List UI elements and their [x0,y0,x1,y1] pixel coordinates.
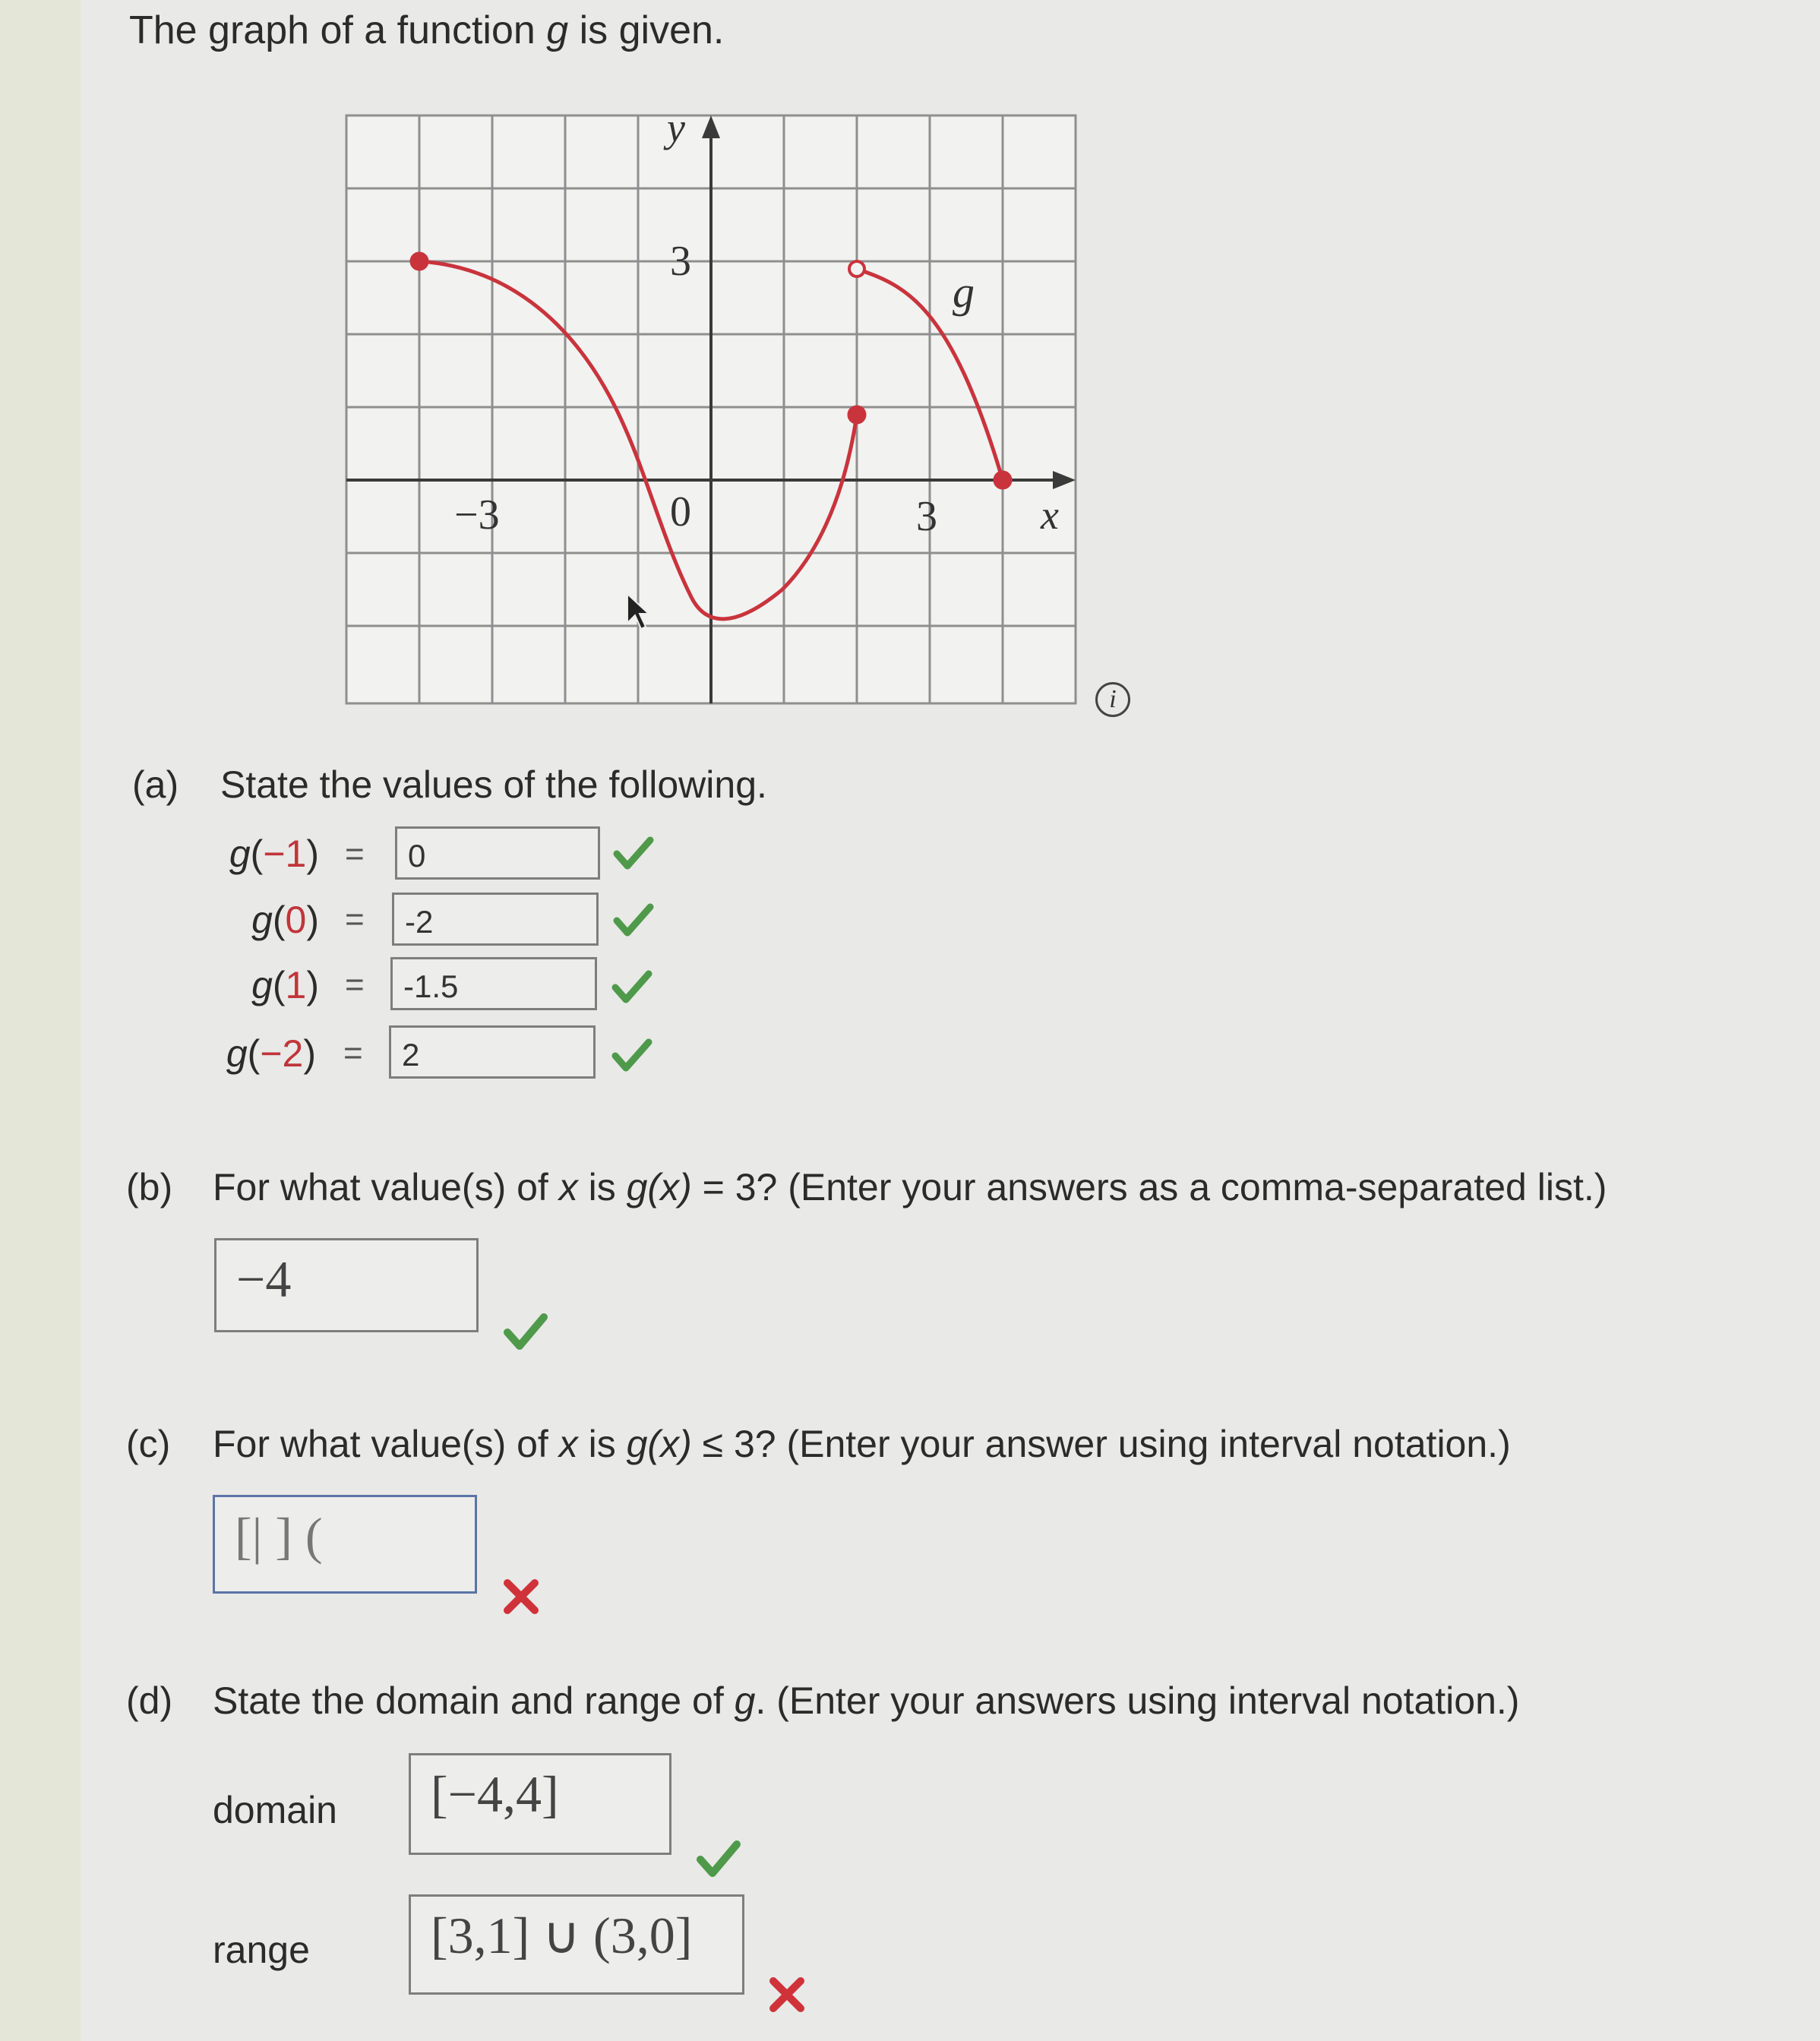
answer-field-domain[interactable]: [−4,4] [409,1753,671,1855]
info-icon[interactable]: i [1095,682,1130,717]
fn-label-row1: g(−1) [229,833,319,875]
closed-point-start [411,253,428,270]
curve-label-g: g [953,267,975,317]
fn-label-row3: g(1) [251,964,319,1006]
answer-field-range[interactable]: [3,1] ∪ (3,0] [409,1894,744,1995]
mouse-cursor-icon [624,592,650,630]
check-icon [612,834,655,872]
fn-label-row2: g(0) [251,899,319,941]
answer-field-g-0[interactable]: -2 [392,893,599,946]
part-b-label: (b) [126,1166,173,1208]
closed-point-end [994,472,1011,488]
check-icon [503,1310,548,1352]
x-tick-pos3: 3 [916,493,937,540]
x-tick-neg3: −3 [454,491,500,539]
fn-label-row4: g(−2) [226,1032,316,1075]
open-point [849,261,864,276]
y-axis-label: y [667,111,685,150]
check-icon [612,901,655,939]
answer-field-g-1[interactable]: -1.5 [390,957,597,1010]
part-c-prompt: For what value(s) of x is g(x) ≤ 3? (Enter your answer using interval notation.) [213,1423,1511,1465]
x-tick-zero: 0 [670,488,691,536]
cross-icon [767,1975,807,2014]
equals-sign: = [345,836,365,873]
y-tick-3: 3 [670,238,691,285]
domain-label: domain [213,1789,337,1831]
check-icon [611,968,653,1006]
equals-sign: = [343,1035,363,1072]
part-b-prompt: For what value(s) of x is g(x) = 3? (Enter your answers as a comma-separated list.) [213,1166,1607,1208]
part-d-prompt: State the domain and range of g. (Enter your answers using interval notation.) [213,1679,1520,1722]
part-c-label: (c) [126,1423,171,1465]
check-icon [696,1837,741,1879]
answer-field-part-c[interactable]: [| ] ( [213,1495,477,1594]
closed-point-mid [848,406,865,423]
range-label: range [213,1929,310,1971]
part-d-label: (d) [126,1679,173,1722]
function-graph [342,111,1079,711]
cross-icon [501,1577,541,1616]
part-a-prompt: State the values of the following. [220,763,767,806]
answer-field-part-b[interactable]: −4 [214,1238,479,1332]
check-icon [611,1036,653,1074]
question-title: The graph of a function g is given. [129,8,725,52]
equals-sign: = [345,901,365,938]
part-a-label: (a) [132,763,179,806]
answer-field-g-neg1[interactable]: 0 [395,826,600,880]
x-axis-label: x [1041,492,1059,538]
equals-sign: = [345,966,365,1003]
answer-field-g-neg2[interactable]: 2 [389,1025,596,1079]
